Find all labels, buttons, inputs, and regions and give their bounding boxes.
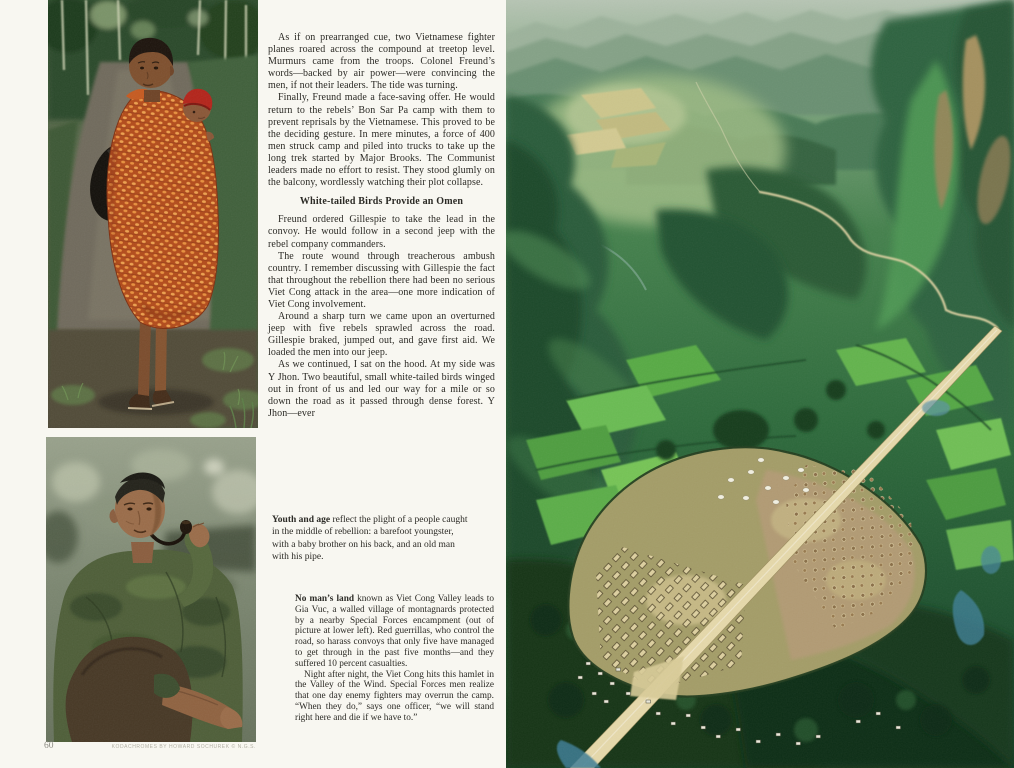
caption-paragraph: Night after night, the Viet Cong hits this hamlet in the Valley of the Wind. Special Forces men realize that one day enemy fighters may overrun the camp. “When they do,” says one officer, “we will stand right here and die if we have to.” — [295, 669, 494, 723]
page-number: 60 — [44, 741, 54, 751]
photo-old-man-pipe — [46, 437, 256, 742]
film-grain — [46, 437, 256, 742]
caption-text: known as Viet Cong Valley leads to Gia Vuc, a walled village of montagnards protected by a nearby Special Forces encampment (out of picture at lower left). Red guerrillas, who control the road, so harass convoys that only five have managed to get through in the past five months—and they suffered 10 percent casualties. — [295, 594, 494, 669]
caption-no-mans-land — [295, 594, 494, 724]
article-paragraph: Freund ordered Gillespie to take the lead in the convoy. He would follow in a second jeep with the rebel company commanders. — [268, 214, 495, 250]
photo-boy-with-baby — [48, 0, 258, 428]
caption-lead-in: Youth and age — [272, 515, 331, 525]
article-paragraph: As we continued, I sat on the hood. At my side was Y Jhon. Two beautiful, small white-tailed birds winged out in front of us and led our way for a mile or so down the road as it passed through dense forest. Y Jhon—ever — [268, 359, 495, 419]
film-grain — [506, 0, 1014, 768]
article-paragraph: Finally, Freund made a face-saving offer. He would return to the rebels’ Bon Sar Pa camp with them to prevent reprisals by the Vietnamese. This proved to be the deciding gesture. In mere minutes, a force of 400 men struck camp and piled into trucks to take up the long trek started by Major Brooks. The Communist leaders made no effort to resist. They stood glumly on the balcony, wordlessly watching their plot collapse. — [268, 92, 495, 189]
photo-aerial-valley — [506, 0, 1014, 768]
caption-paragraph — [295, 594, 494, 670]
article-paragraph: The route wound through treacherous ambush country. I remember discussing with Gillespie the fact that throughout the rebellion there had been no serious Viet Cong attack in the area—one more indication of Viet Cong involvement. — [268, 250, 495, 310]
caption-text: reflect the plight of a people caught in the middle of rebellion: a barefoot youngster, with a baby brother on his back, and an old man with his pipe. — [272, 515, 468, 563]
photo-credit: KODACHROMES BY HOWARD SOCHUREK © N.G.S. — [111, 744, 256, 750]
caption-youth-and-age — [272, 514, 468, 564]
article-paragraph: As if on prearranged cue, two Vietnamese fighter planes roared across the compound at treetop level. Murmurs came from the troops. Colonel Freund’s words—backed by air power—were convincing the men, if not their leaders. The tide was turning. — [268, 32, 495, 92]
article-paragraph: Around a sharp turn we came upon an overturned jeep with five rebels sprawled across the road. Gillespie braked, jumped out, and gave first aid. We loaded the men into our jeep. — [268, 311, 495, 359]
caption-lead-in: No man’s land — [295, 594, 355, 604]
section-crosshead: White-tailed Birds Provide an Omen — [299, 196, 464, 208]
film-grain — [48, 0, 258, 428]
article-text-column — [268, 32, 495, 420]
